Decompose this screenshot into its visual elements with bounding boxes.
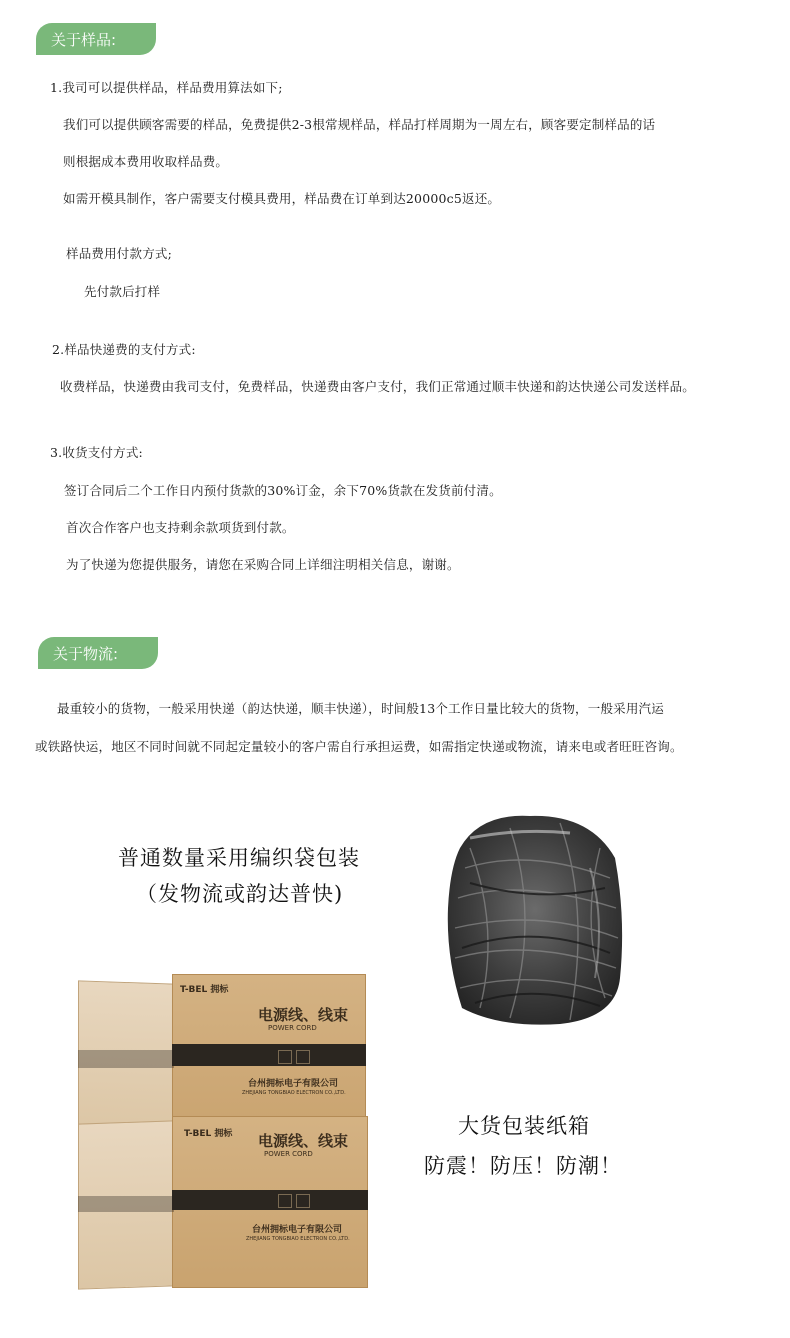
box-bottom-icon-2 — [296, 1194, 310, 1208]
sample-line-9: 3.收货支付方式: — [50, 445, 143, 460]
woven-bag-image — [440, 808, 626, 1030]
sample-line-3: 则根据成本费用收取样品费。 — [63, 154, 229, 169]
sample-line-2: 我们可以提供顾客需要的样品，免费提供2-3根常规样品，样品打样周期为一周左右，顾客要定制样品的话 — [63, 117, 656, 132]
carton-box-bottom — [78, 1116, 372, 1292]
box-bottom-company: 台州拥标电子有限公司 — [252, 1225, 343, 1235]
logistics-line-1: 最重较小的货物，一般采用快递（韵达快递，顺丰快递），时间般13个工作日量比较大的货物，一般采用汽运 — [57, 701, 664, 716]
sample-line-12: 为了快递为您提供服务，请您在采购合同上详细注明相关信息，谢谢。 — [66, 557, 460, 572]
logistics-section-tag: 关于物流: — [38, 637, 158, 669]
sample-line-7: 2.样品快递费的支付方式: — [52, 342, 196, 357]
sample-line-6: 先付款后打样 — [84, 284, 161, 299]
box-top-subtitle: POWER CORD — [268, 1024, 317, 1032]
sample-line-10: 签订合同后二个工作日内预付货款的30%订金，余下70%货款在发货前付清。 — [64, 483, 502, 498]
box-top-company: 台州拥标电子有限公司 — [248, 1079, 339, 1089]
sample-line-1: 1.我司可以提供样品，样品费用算法如下; — [50, 80, 283, 95]
box-top-company-en: ZHEJIANG TONGBIAO ELECTRON CO.,LTD. — [242, 1090, 346, 1096]
bag-caption-line-2: （发物流或韵达普快) — [136, 882, 344, 906]
sample-line-4: 如需开模具制作，客户需要支付模具费用，样品费在订单到达20000c5返还。 — [63, 191, 501, 206]
sample-line-11: 首次合作客户也支持剩余款项货到付款。 — [66, 520, 295, 535]
sample-line-8: 收费样品，快递费由我司支付，免费样品，快递费由客户支付，我们正常通过顺丰快递和韵达快递公司发送样品。 — [60, 379, 696, 394]
bag-caption-line-1: 普通数量采用编织袋包装 — [118, 846, 360, 870]
box-bottom-subtitle: POWER CORD — [264, 1150, 313, 1158]
carton-boxes-image — [72, 966, 372, 1296]
carton-box-top — [72, 974, 372, 1134]
box-caption-line-2: 防震！防压！防潮！ — [424, 1154, 622, 1178]
box-bottom-brand: T-BEL 拥标 — [184, 1129, 233, 1139]
box-top-icon-1 — [278, 1050, 292, 1064]
box-top-title: 电源线、线束 — [258, 1006, 349, 1024]
sample-line-5: 样品费用付款方式; — [66, 246, 173, 261]
box-bottom-company-en: ZHEJIANG TONGBIAO ELECTRON CO.,LTD. — [246, 1236, 350, 1242]
logistics-line-2: 或铁路快运，地区不同时间就不同起定量较小的客户需自行承担运费，如需指定快递或物流，请来电或者旺旺咨询。 — [35, 739, 683, 754]
box-top-brand: T-BEL 拥标 — [180, 985, 229, 995]
box-caption-line-1: 大货包装纸箱 — [458, 1114, 590, 1138]
box-top-icon-2 — [296, 1050, 310, 1064]
box-bottom-title: 电源线、线束 — [258, 1132, 349, 1150]
box-bottom-icon-1 — [278, 1194, 292, 1208]
sample-section-tag: 关于样品: — [36, 23, 156, 55]
